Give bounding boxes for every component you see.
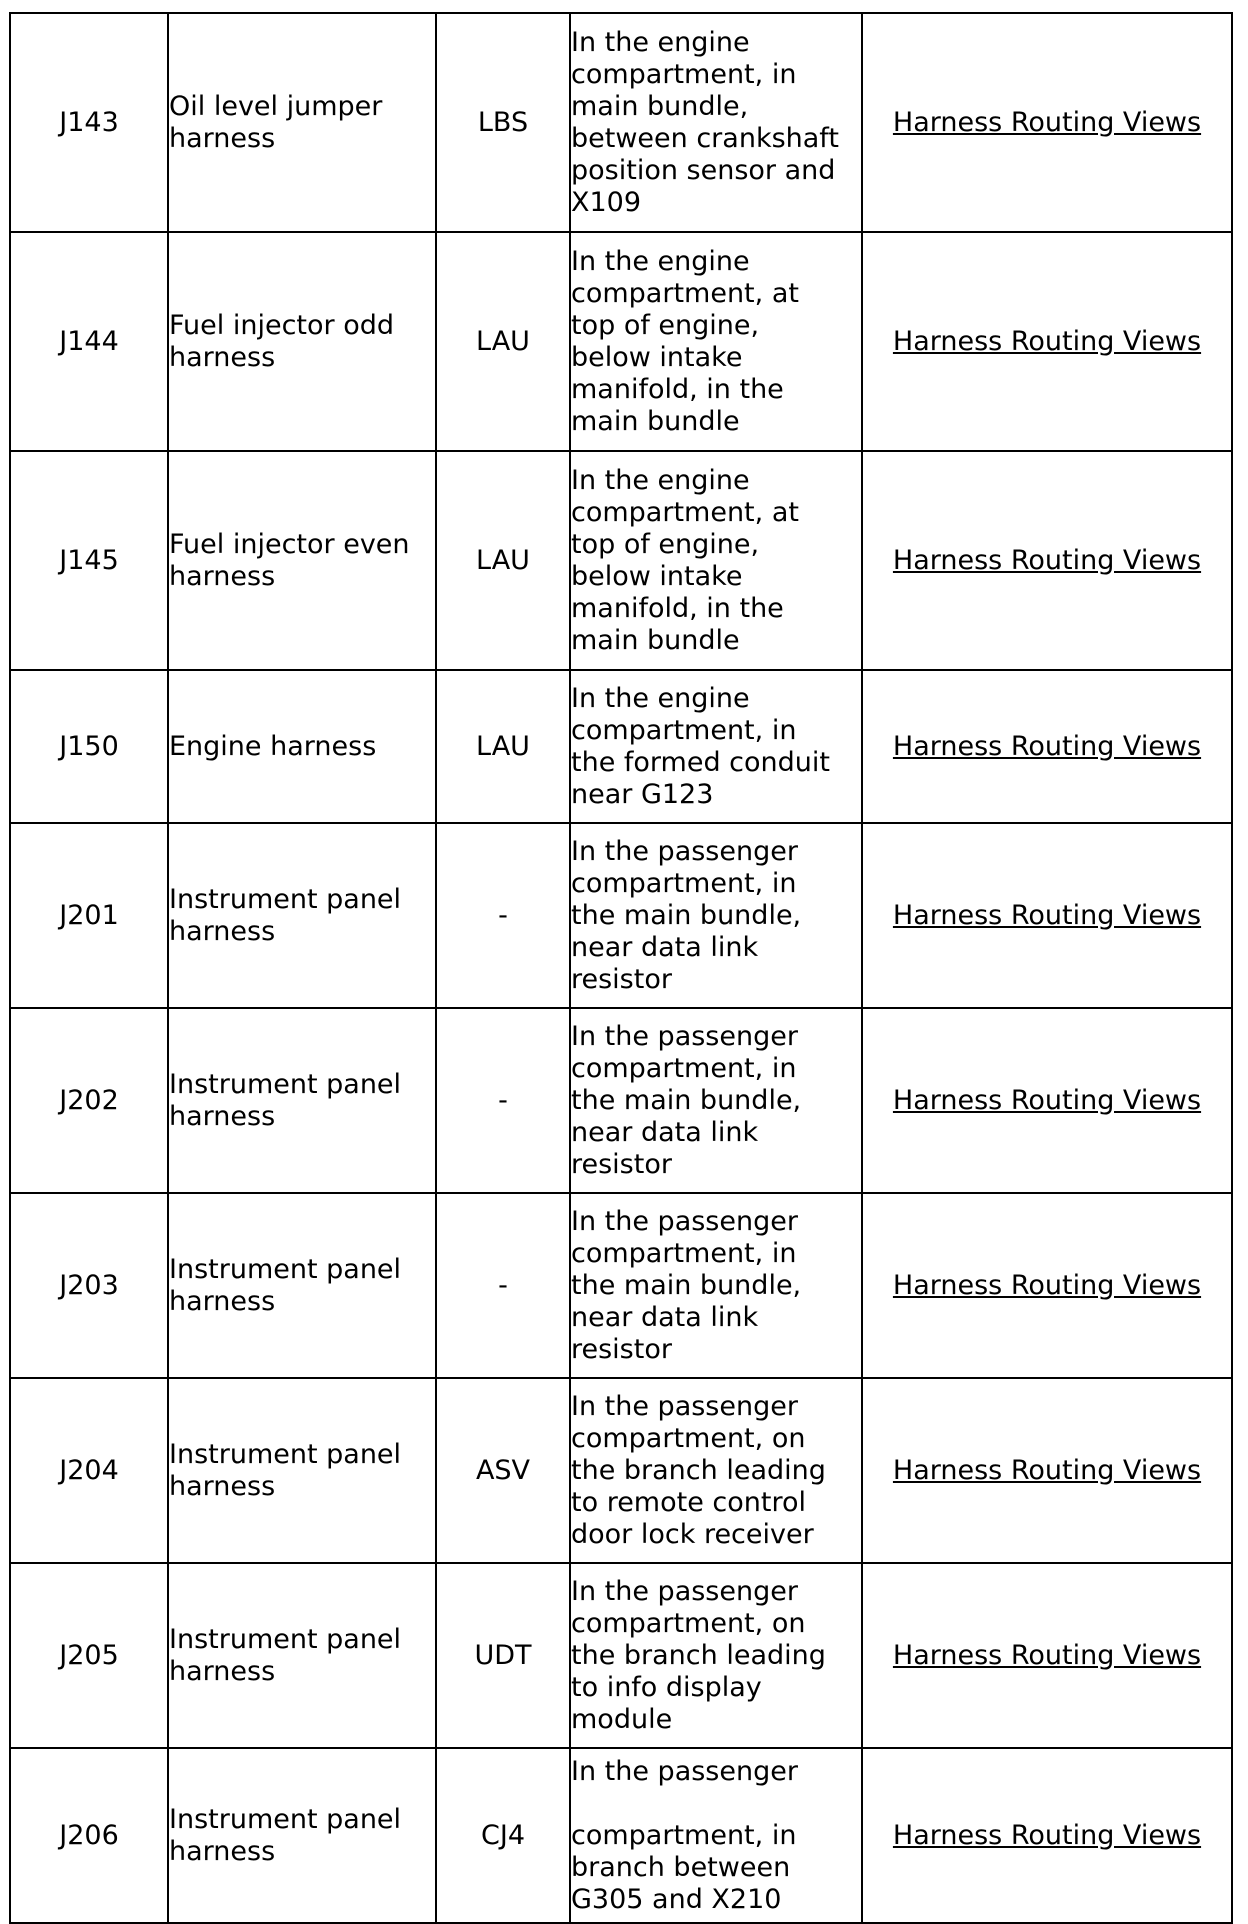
table-row: [10, 670, 1232, 823]
harness-code-cell: LAU: [436, 451, 570, 670]
splice-id-cell: J144: [10, 232, 168, 451]
table-row: [10, 1008, 1232, 1193]
harness-routing-views-link[interactable]: Harness Routing Views: [892, 1639, 1202, 1671]
harness-name: Fuel injector odd harness: [169, 309, 395, 373]
link-cell: [862, 451, 1232, 670]
harness-routing-views-link[interactable]: Harness Routing Views: [892, 899, 1202, 931]
harness-name-cell: [168, 1563, 436, 1748]
harness-name-cell: [168, 1378, 436, 1563]
location-cell: [570, 232, 862, 451]
table-row: [10, 1748, 1232, 1923]
location-cell: [570, 1008, 862, 1193]
location-cell: [570, 1193, 862, 1378]
location-cell: [570, 1378, 862, 1563]
table-row: [10, 1193, 1232, 1378]
splice-id-cell: J203: [10, 1193, 168, 1378]
link-cell: [862, 823, 1232, 1008]
table-row: [10, 823, 1232, 1008]
harness-name: Instrument panel harness: [169, 1253, 402, 1317]
splice-id-cell: J201: [10, 823, 168, 1008]
harness-name-cell: [168, 232, 436, 451]
table-row: [10, 13, 1232, 232]
location-text: In the passenger compartment, in the main bundle, near data link resistor: [571, 1205, 802, 1365]
link-cell: [862, 1563, 1232, 1748]
location-text: In the passenger compartment, in branch between G305 and X210: [571, 1755, 798, 1915]
location-cell: [570, 1748, 862, 1923]
harness-routing-views-link[interactable]: Harness Routing Views: [892, 1269, 1202, 1301]
harness-routing-views-link[interactable]: Harness Routing Views: [892, 106, 1202, 138]
location-cell: [570, 451, 862, 670]
location-cell: [570, 670, 862, 823]
splice-id-cell: J202: [10, 1008, 168, 1193]
harness-name-cell: [168, 451, 436, 670]
location-text: In the passenger compartment, in the main bundle, near data link resistor: [571, 835, 802, 995]
splice-id-cell: J206: [10, 1748, 168, 1923]
link-cell: [862, 232, 1232, 451]
harness-name-cell: [168, 1008, 436, 1193]
harness-name: Engine harness: [169, 730, 377, 762]
harness-routing-views-link[interactable]: Harness Routing Views: [892, 1454, 1202, 1486]
splice-id-cell: J145: [10, 451, 168, 670]
harness-code-cell: -: [436, 1008, 570, 1193]
splice-id-cell: J204: [10, 1378, 168, 1563]
harness-code-cell: LAU: [436, 670, 570, 823]
harness-code-cell: CJ4: [436, 1748, 570, 1923]
harness-name: Instrument panel harness: [169, 1438, 402, 1502]
harness-name-cell: [168, 823, 436, 1008]
harness-name: Instrument panel harness: [169, 883, 402, 947]
location-text: In the passenger compartment, in the main bundle, near data link resistor: [571, 1020, 802, 1180]
harness-name: Instrument panel harness: [169, 1803, 402, 1867]
harness-name-cell: [168, 1193, 436, 1378]
location-text: In the engine compartment, in main bundle, between crankshaft position sensor and X109: [571, 26, 839, 218]
harness-name-cell: [168, 13, 436, 232]
harness-code-cell: -: [436, 823, 570, 1008]
harness-routing-views-link[interactable]: Harness Routing Views: [892, 1819, 1202, 1851]
location-cell: [570, 13, 862, 232]
location-text: In the engine compartment, at top of engine, below intake manifold, in the main bundle: [571, 245, 799, 437]
harness-name-cell: [168, 670, 436, 823]
link-cell: [862, 1008, 1232, 1193]
splice-id-cell: J143: [10, 13, 168, 232]
harness-routing-views-link[interactable]: Harness Routing Views: [892, 1084, 1202, 1116]
harness-name: Oil level jumper harness: [169, 90, 383, 154]
location-text: In the engine compartment, at top of engine, below intake manifold, in the main bundle: [571, 464, 799, 656]
harness-code-cell: -: [436, 1193, 570, 1378]
harness-name-cell: [168, 1748, 436, 1923]
location-text: In the passenger compartment, on the branch leading to info display module: [571, 1575, 826, 1735]
harness-code-cell: UDT: [436, 1563, 570, 1748]
harness-code-cell: LAU: [436, 232, 570, 451]
harness-routing-views-link[interactable]: Harness Routing Views: [892, 325, 1202, 357]
table-row: [10, 451, 1232, 670]
harness-name: Instrument panel harness: [169, 1623, 402, 1687]
splice-id-cell: J150: [10, 670, 168, 823]
location-text: In the engine compartment, in the formed conduit near G123: [571, 682, 830, 810]
location-cell: [570, 1563, 862, 1748]
harness-code-cell: ASV: [436, 1378, 570, 1563]
splice-id-cell: J205: [10, 1563, 168, 1748]
table-row: [10, 1563, 1232, 1748]
table-row: [10, 232, 1232, 451]
harness-name: Instrument panel harness: [169, 1068, 402, 1132]
link-cell: [862, 670, 1232, 823]
link-cell: [862, 1193, 1232, 1378]
harness-name: Fuel injector even harness: [169, 528, 410, 592]
harness-routing-views-link[interactable]: Harness Routing Views: [892, 730, 1202, 762]
harness-routing-views-link[interactable]: Harness Routing Views: [892, 544, 1202, 576]
splice-pack-table: [9, 12, 1233, 1924]
location-text: In the passenger compartment, on the branch leading to remote control door lock receiver: [571, 1390, 826, 1550]
link-cell: [862, 1748, 1232, 1923]
harness-code-cell: LBS: [436, 13, 570, 232]
link-cell: [862, 13, 1232, 232]
location-cell: [570, 823, 862, 1008]
link-cell: [862, 1378, 1232, 1563]
table-row: [10, 1378, 1232, 1563]
